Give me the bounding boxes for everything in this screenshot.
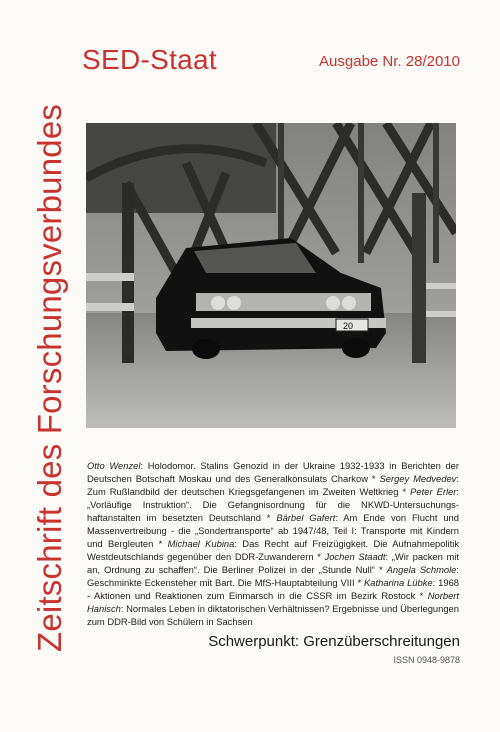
article-title: Zum Rußlandbild der deutschen Kriegsgefangenen im Zweiten Weltkrieg <box>87 486 399 497</box>
separator: * <box>398 486 411 497</box>
article-author: Michael Kubina <box>167 538 235 549</box>
article-author: Angela Schmole <box>386 564 457 575</box>
article-title: „Wir packen mit an, Ordnung zu schaffen“. Die Berliner Polizei in der „Stunde Null“ <box>87 551 459 575</box>
article-author: Peter Erler <box>410 486 457 497</box>
article-title: „Vorläufige Instruktion“. Die Gefangnisordnung für die NKWD-Untersuchungs-haftanstalten im besetzten Deutschland <box>87 499 459 523</box>
journal-vertical-title: Zeitschrift des Forschungsverbundes <box>31 103 68 652</box>
photo-shadow-overlay <box>86 123 456 428</box>
separator: * <box>367 473 380 484</box>
article-title: Geschminkte Eckensteher mit Bart. Die MfS-Hauptabteilung VIII <box>87 577 355 588</box>
article-author: Jochen Staadt <box>324 551 386 562</box>
contents-list: Otto Wenzel: Holodomor. Stalins Genozid in der Ukraine 1932-1933 in Berichten der Deutschen Botschaft Moskau und des Generalkonsulats Charkow * Sergey Medvedev: Zum Rußlandbild der deutschen Kriegsgefangenen im Zweiten Weltkrieg * Peter Erler: „Vorläufige Instruktion“. Die Gefangnisordnung für die NKWD-Untersuchungs-haftanstalten im besetzten Deutschland * Bärbel Gafert: Am Ende von Flucht und Massenvertreibung - die „Sondertransporte“ ab 1947/48, Teil I: Transporte mit Kindern und Bergleuten * Michael Kubina: Das Recht auf Freizügigkeit. Die Aufnahmepolitik Westdeutschlands gegenüber den DDR-Zuwanderern * Jochen Staadt: „Wir packen mit an, Ordnung zu schaffen“. Die Berliner Polizei in der „Stunde Null“ * Angela Schmole: Geschminkte Eckensteher mit Bart. Die MfS-Hauptabteilung VIII * Katharina Lübke: 1968 - Aktionen und Reaktionen zum Einmarsch in die CSSR im Bezirk Rostock * Norbert Hanisch: Normales Leben in diktatorischen Verhältnissen? Ergebnisse und Überlegungen zum DDR-Bild von Schülern in Sachsen <box>87 460 460 627</box>
article-title: 1968 - Aktionen und Reaktionen zum Einmarsch in die CSSR im Bezirk Rostock <box>87 577 459 601</box>
article-author: Otto Wenzel <box>87 460 141 471</box>
license-plate-text: 20 <box>343 321 354 331</box>
separator: * <box>260 512 277 523</box>
article-title: Holodomor. Stalins Genozid in der Ukraine 1932-1933 in Berichten der Deutschen Botschaft Moskau und des Generalkonsulats Charkow <box>87 460 459 484</box>
separator: * <box>153 538 168 549</box>
article-author: Norbert Hanisch <box>87 590 460 614</box>
focus-theme: Schwerpunkt: Grenzüberschreitungen <box>208 633 460 650</box>
cover-photo <box>86 123 456 428</box>
issn-number: ISSN 0948-9878 <box>393 655 460 665</box>
separator: * <box>313 551 325 562</box>
journal-brand: SED-Staat <box>82 44 217 75</box>
article-author: Katharina Lübke <box>364 577 433 588</box>
article-title: Normales Leben in diktatorischen Verhältnissen? Ergebnisse und Überlegungen zum DDR-Bild von Schülern in Sachsen <box>87 603 459 627</box>
article-title: Das Recht auf Freizügigkeit. Die Aufnahmepolitik Westdeutschlands gegenüber den DDR-Zuwanderern <box>87 538 460 562</box>
separator: * <box>354 577 365 588</box>
separator: * <box>415 590 428 601</box>
issue-number: Ausgabe Nr. 28/2010 <box>319 53 460 70</box>
separator: * <box>374 564 387 575</box>
article-title: Am Ende von Flucht und Massenvertreibung - die „Sondertransporte“ ab 1947/48, Teil I: Transporte mit Kindern und Bergleuten <box>87 512 459 549</box>
article-author: Sergey Medvedev <box>379 473 457 484</box>
article-author: Bärbel Gafert <box>276 512 336 523</box>
